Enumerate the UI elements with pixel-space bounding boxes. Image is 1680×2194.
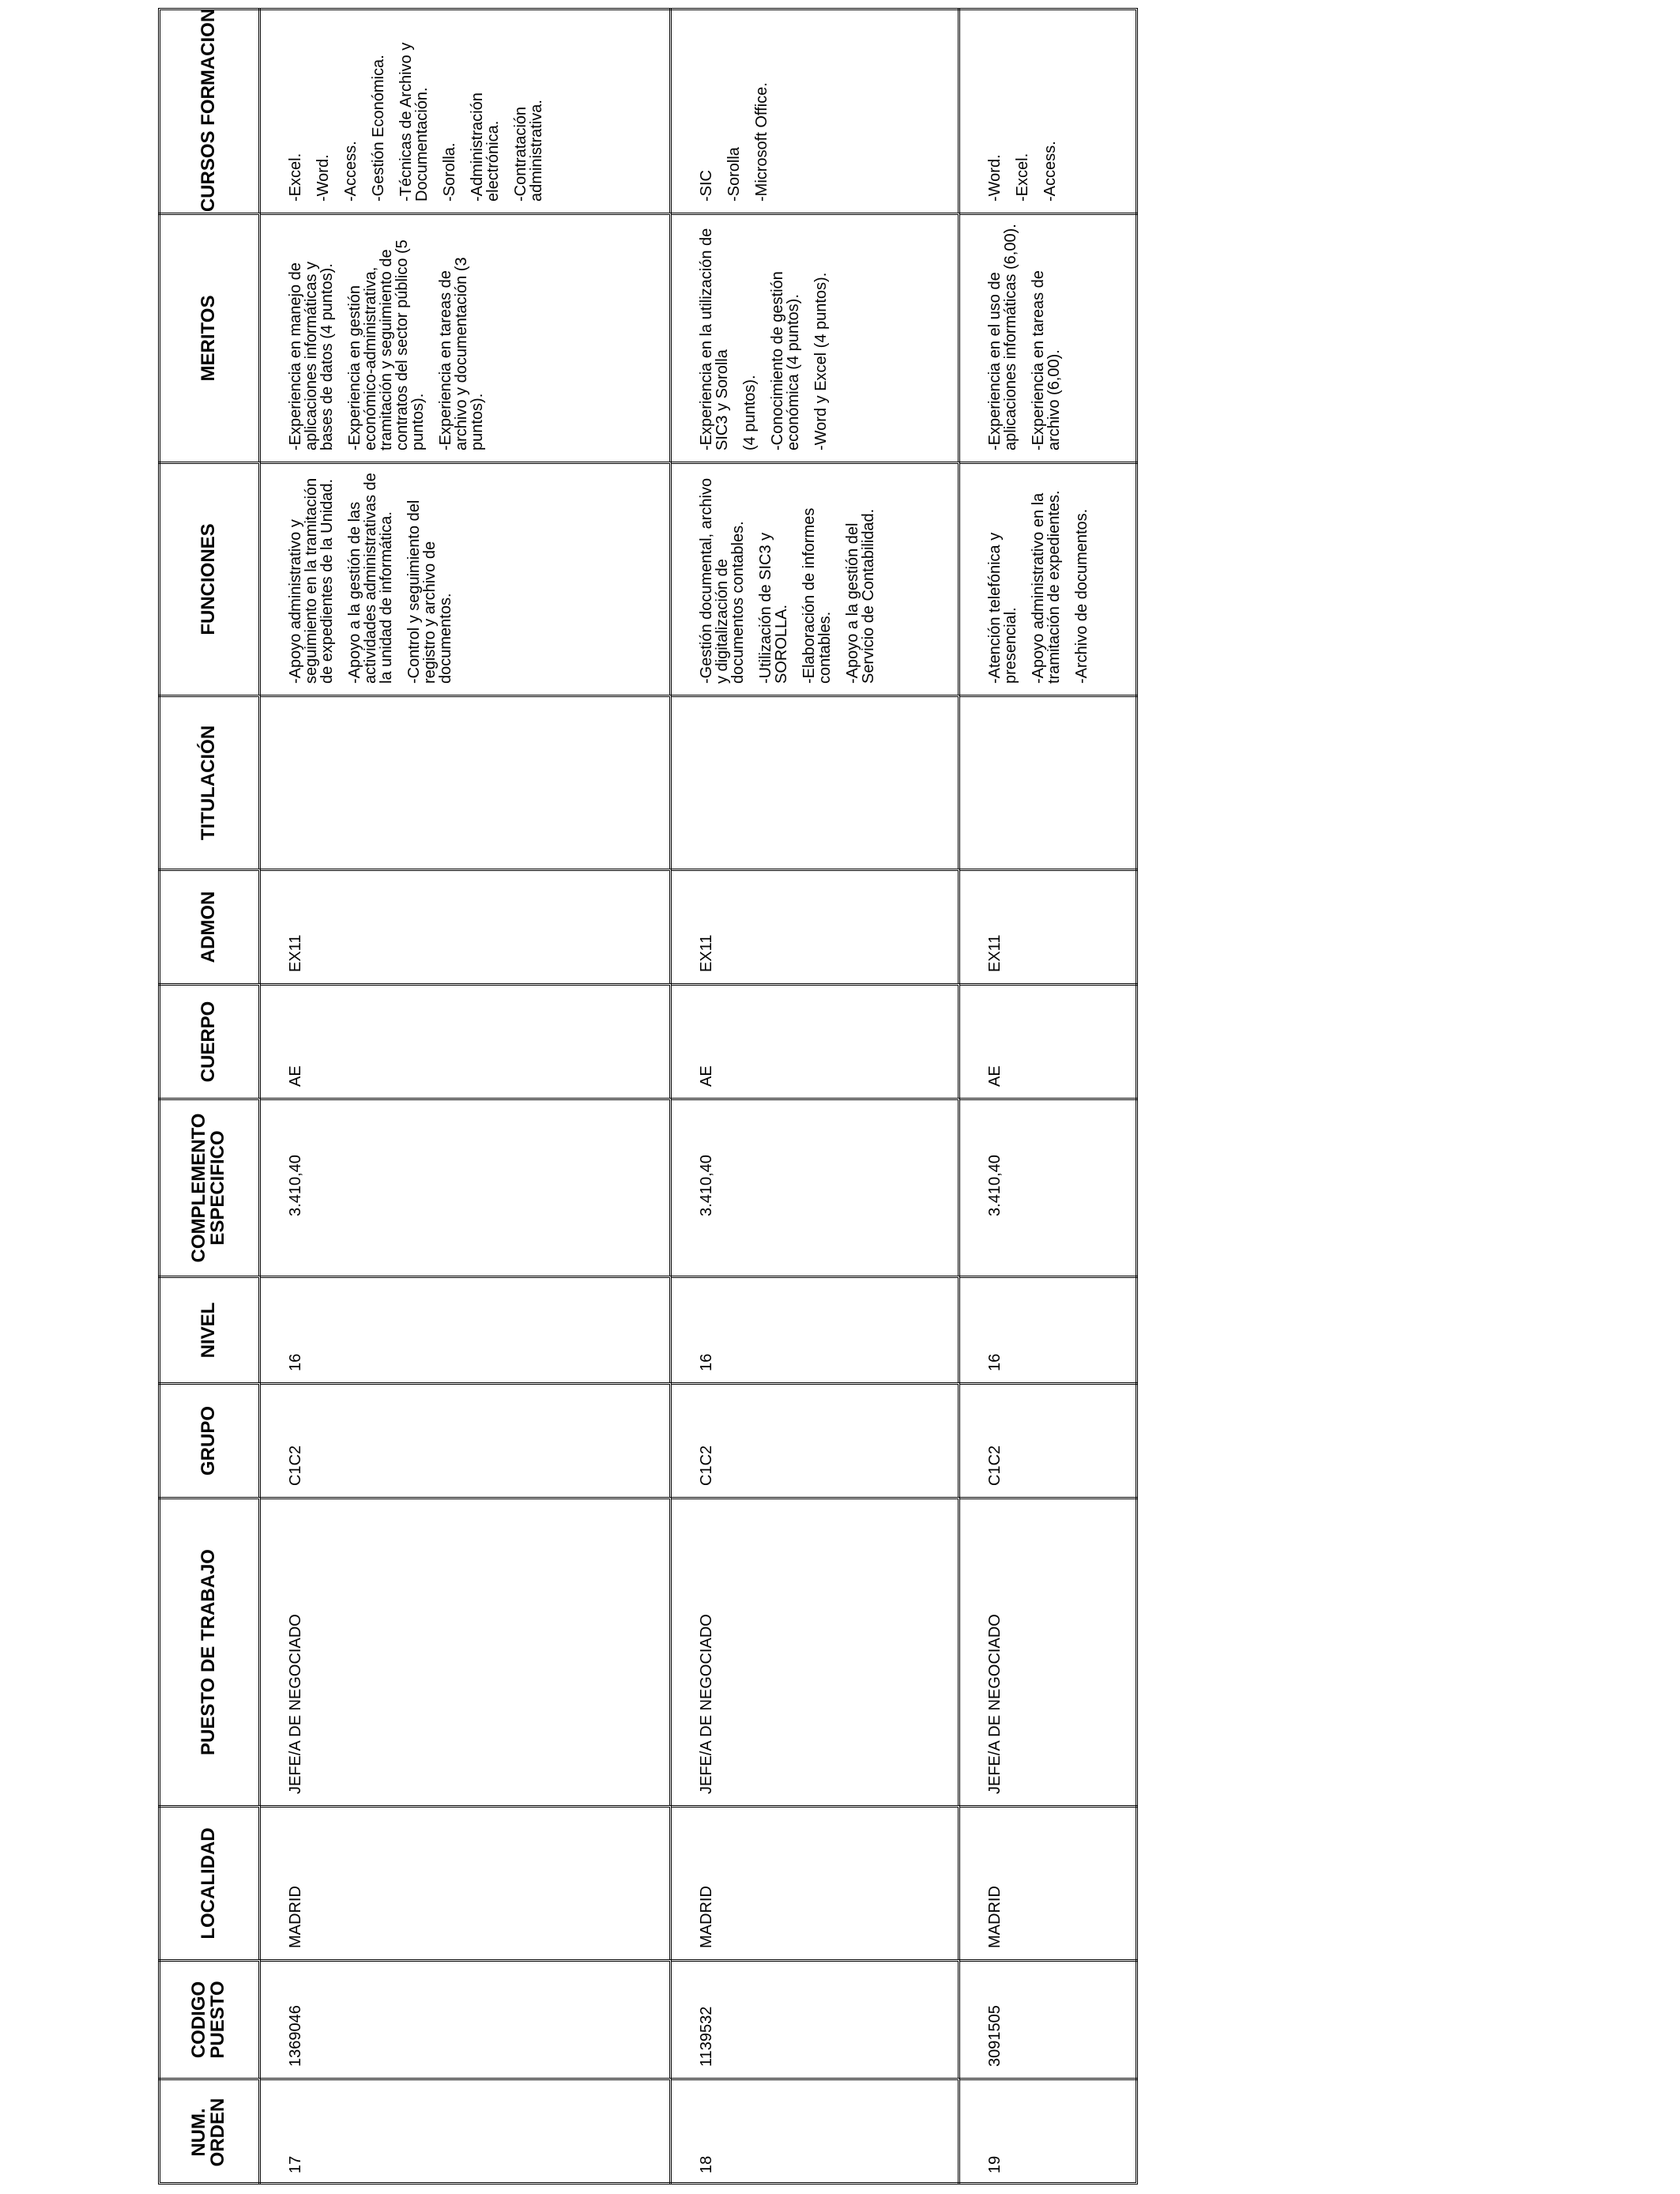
cell-cursos [261, 8, 672, 213]
cell-codigo-puesto [672, 1959, 960, 2078]
cell-cuerpo-text: AE [698, 1065, 715, 1087]
cell-titulacion [672, 695, 960, 869]
funciones-list [261, 464, 454, 695]
funciones-list [672, 464, 876, 695]
cell-meritos [261, 213, 672, 462]
cell-grupo-text: C1C2 [986, 1445, 1004, 1486]
cell-meritos [672, 213, 960, 462]
funciones-list [960, 464, 1090, 695]
header-titulacion: TITULACIÓN [158, 695, 261, 869]
cell-localidad-text: MADRID [698, 1886, 715, 1948]
cell-complemento-text: 3.410,40 [986, 1155, 1004, 1216]
cursos-item: -Access. [1042, 141, 1059, 202]
cursos-item: -Técnicas de Archivo y Documentación. [397, 42, 431, 202]
cell-complemento-text: 3.410,40 [698, 1155, 715, 1216]
cursos-item: -Sorolla. [441, 142, 458, 202]
cell-grupo-text: C1C2 [698, 1445, 715, 1486]
cell-localidad [261, 1805, 672, 1959]
cell-puesto-text: JEFE/A DE NEGOCIADO [287, 1614, 304, 1794]
header-codigo-puesto: CODIGO PUESTO [158, 1959, 261, 2078]
header-num-orden: NUM. ORDEN [158, 2078, 261, 2185]
cell-puesto-text: JEFE/A DE NEGOCIADO [698, 1614, 715, 1794]
cell-puesto-text: JEFE/A DE NEGOCIADO [986, 1614, 1004, 1794]
funciones-item: -Apoyo administrativo en la tramitación de expedientes. [1030, 490, 1063, 684]
cell-admon [672, 869, 960, 983]
cell-titulacion [960, 695, 1138, 869]
cell-localidad-text: MADRID [287, 1886, 304, 1948]
header-admon: ADMON [158, 869, 261, 983]
cell-titulacion [261, 695, 672, 869]
cursos-item: -Word. [986, 154, 1004, 202]
cursos-list [261, 8, 544, 213]
cursos-item: -Administración electrónica. [469, 92, 502, 202]
cell-nivel-text: 16 [287, 1353, 304, 1371]
cell-grupo [960, 1382, 1138, 1497]
cell-grupo [261, 1382, 672, 1497]
cell-grupo-text: C1C2 [287, 1445, 304, 1486]
cell-cursos [672, 8, 960, 213]
cell-cuerpo [261, 983, 672, 1098]
cell-num-orden [261, 2078, 672, 2185]
header-cursos: CURSOS FORMACION [158, 8, 261, 213]
table-row [960, 8, 1138, 2185]
header-complemento: COMPLEMENTO ESPECIFICO [158, 1098, 261, 1276]
meritos-item: -Experiencia en el uso de aplicaciones informáticas (6,00). [986, 224, 1019, 450]
cell-codigo-puesto [261, 1959, 672, 2078]
cell-titulacion-text [672, 697, 699, 869]
funciones-item: -Archivo de documentos. [1073, 508, 1090, 684]
cell-cuerpo-text: AE [986, 1065, 1004, 1087]
cursos-item: -Contratación administrativa. [512, 100, 545, 202]
cell-codigo-puesto-text: 3091505 [986, 2005, 1004, 2067]
cursos-item: -Excel. [1014, 153, 1031, 202]
table-row [261, 8, 672, 2185]
cell-admon-text: EX11 [986, 934, 1004, 972]
cell-nivel [261, 1276, 672, 1382]
cell-grupo [672, 1382, 960, 1497]
cell-num-orden-text: 17 [287, 2155, 304, 2173]
cursos-item: -Access. [342, 141, 360, 202]
meritos-item: -Experiencia en manejo de aplicaciones informáticas y bases de datos (4 puntos). [287, 262, 336, 450]
cell-complemento [960, 1098, 1138, 1276]
meritos-item: -Experiencia en la utilización de SIC3 y Sorolla [698, 228, 731, 450]
cell-nivel-text: 16 [698, 1353, 715, 1371]
cell-localidad-text: MADRID [986, 1886, 1004, 1948]
header-meritos: MERITOS [158, 213, 261, 462]
cell-funciones [261, 462, 672, 695]
document-sheet [158, 8, 1138, 2185]
header-cuerpo: CUERPO [158, 983, 261, 1098]
cursos-item: -SIC [698, 170, 715, 202]
cell-complemento-text: 3.410,40 [287, 1155, 304, 1216]
meritos-item: -Experiencia en tareas de archivo (6,00). [1030, 270, 1063, 450]
cell-codigo-puesto-text: 1369046 [287, 2005, 304, 2067]
cell-meritos [960, 213, 1138, 462]
meritos-item: -Word y Excel (4 puntos). [812, 272, 830, 450]
funciones-item: -Elaboración de informes contables. [800, 507, 834, 684]
funciones-item: -Utilización de SIC3 y SOROLLA. [757, 532, 790, 684]
cell-puesto [261, 1497, 672, 1805]
cell-puesto [672, 1497, 960, 1805]
cursos-list [960, 8, 1058, 213]
meritos-item: -Experiencia en tareas de archivo y documentación (3 puntos). [437, 257, 486, 450]
cell-localidad [960, 1805, 1138, 1959]
table-row [672, 8, 960, 2185]
cell-num-orden-text: 18 [698, 2155, 715, 2173]
cursos-item: -Gestión Económica. [370, 55, 387, 202]
funciones-item: -Apoyo a la gestión del Servicio de Contabilidad. [844, 508, 877, 684]
header-localidad: LOCALIDAD [158, 1805, 261, 1959]
cell-complemento [672, 1098, 960, 1276]
meritos-item: -Conocimiento de gestión económica (4 puntos). [769, 271, 802, 450]
cell-admon [261, 869, 672, 983]
cell-num-orden [672, 2078, 960, 2185]
cell-num-orden [960, 2078, 1138, 2185]
funciones-item: -Apoyo administrativo y seguimiento en la tramitación de expedientes de la Unidad. [287, 477, 336, 684]
header-grupo: GRUPO [158, 1382, 261, 1497]
cell-puesto [960, 1497, 1138, 1805]
header-funciones: FUNCIONES [158, 462, 261, 695]
cell-nivel-text: 16 [986, 1353, 1004, 1371]
cursos-item: -Sorolla [725, 147, 743, 202]
meritos-item: -Experiencia en gestión económico-administrativa, tramitación y seguimiento de contratos del sector público (5 puntos). [346, 239, 427, 450]
cell-admon-text: EX11 [698, 934, 715, 972]
cursos-item: -Microsoft Office. [753, 82, 770, 202]
funciones-item: -Atención telefónica y presencial. [986, 532, 1019, 684]
cell-nivel [672, 1276, 960, 1382]
cell-funciones [960, 462, 1138, 695]
meritos-list [261, 215, 485, 462]
cell-admon-text: EX11 [287, 934, 304, 972]
funciones-item: -Control y seguimiento del registro y archivo de documentos. [405, 499, 454, 684]
funciones-item: -Apoyo a la gestión de las actividades administrativas de la unidad de informática. [346, 473, 395, 684]
cell-codigo-puesto-text: 1139532 [698, 2006, 715, 2067]
cell-titulacion-text [261, 697, 288, 869]
cell-complemento [261, 1098, 672, 1276]
cell-num-orden-text: 19 [986, 2155, 1004, 2173]
meritos-list [960, 215, 1062, 462]
header-puesto: PUESTO DE TRABAJO [158, 1497, 261, 1805]
cell-localidad [672, 1805, 960, 1959]
cell-cuerpo-text: AE [287, 1065, 304, 1087]
positions-table [158, 8, 1138, 2185]
cell-cuerpo [960, 983, 1138, 1098]
header-nivel: NIVEL [158, 1276, 261, 1382]
meritos-list [672, 215, 829, 462]
cell-cursos [960, 8, 1138, 213]
cell-funciones [672, 462, 960, 695]
header-row [158, 8, 261, 2185]
cell-admon [960, 869, 1138, 983]
cell-nivel [960, 1276, 1138, 1382]
cursos-item: -Word. [315, 154, 332, 202]
cell-codigo-puesto [960, 1959, 1138, 2078]
cursos-list [672, 8, 770, 213]
cell-titulacion-text [960, 697, 987, 869]
meritos-item: (4 puntos). [741, 375, 759, 450]
cursos-item: -Excel. [287, 153, 304, 202]
cell-cuerpo [672, 983, 960, 1098]
funciones-item: -Gestión documental, archivo y digitalización de documentos contables. [698, 477, 747, 684]
